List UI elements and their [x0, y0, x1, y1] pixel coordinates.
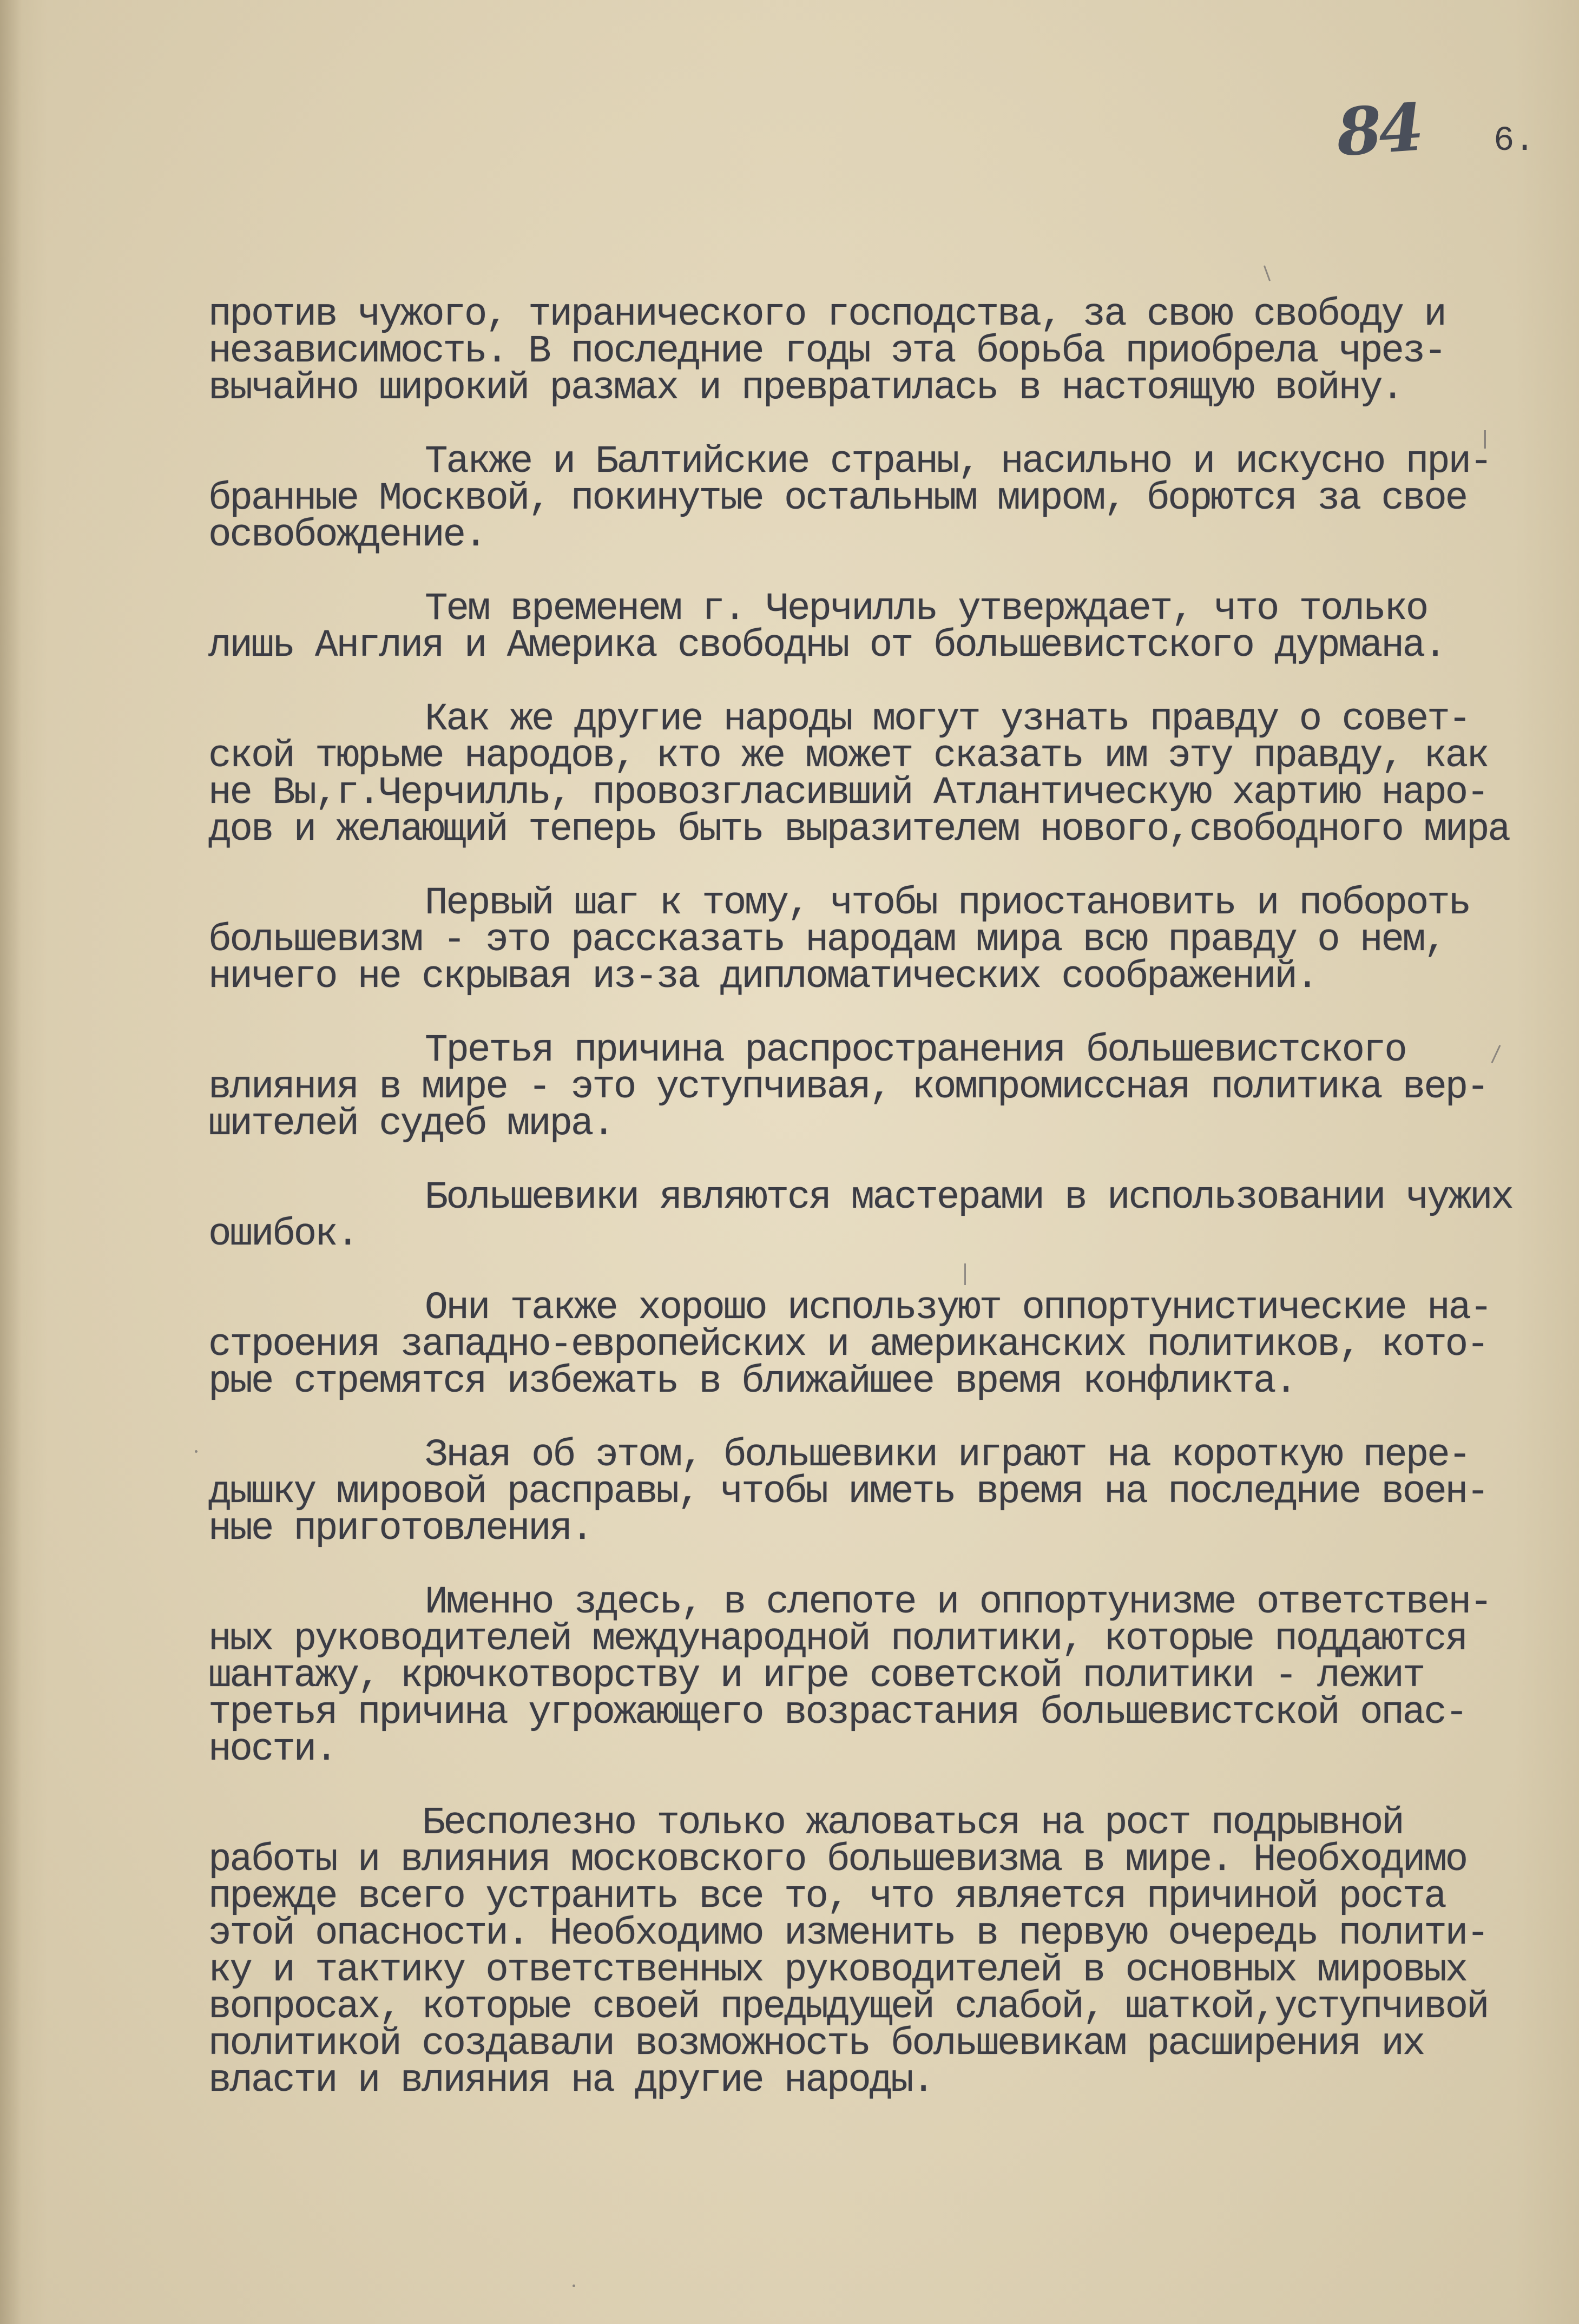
- text-line: Они также хорошо используют оппортунистические на-: [425, 1287, 1491, 1330]
- paragraph: [208, 1176, 1572, 1256]
- text-line: прежде всего устранить все то, что является причиной роста: [208, 1875, 1445, 1919]
- text-line: рые стремятся избежать в ближайшее время конфликта.: [208, 1360, 1296, 1404]
- text-line: работы и влияния московского большевизма в мире. Необходимо: [208, 1839, 1467, 1882]
- text-line: Как же другие народы могут узнать правду о совет-: [425, 698, 1470, 741]
- text-line: Бесполезно только жаловаться на рост подрывной: [422, 1802, 1403, 1845]
- paragraph: [208, 1581, 1572, 1772]
- text-line: шителей судеб мира.: [208, 1103, 614, 1146]
- text-line: лишь Англия и Америка свободны от большевистского дурмана.: [208, 624, 1445, 668]
- text-line: ку и тактику ответственных руководителей в основных мировых: [208, 1949, 1467, 1992]
- text-line: большевизм - это рассказать народам мира всю правду о нем,: [208, 919, 1445, 962]
- paragraph: [208, 1029, 1572, 1146]
- text-line: Именно здесь, в слепоте и оппортунизме ответствен-: [425, 1581, 1491, 1624]
- paragraph: [208, 440, 1572, 557]
- text-line: власти и влияния на другие народы.: [208, 2059, 933, 2103]
- text-line: ных руководителей международной политики, которые поддаются: [208, 1618, 1467, 1661]
- text-line: независимость. В последние годы эта борьба приобрела чрез-: [208, 330, 1445, 373]
- text-line: ности.: [208, 1728, 337, 1772]
- text-line: Большевики являются мастерами в использовании чужих: [425, 1176, 1512, 1220]
- paragraph: [208, 588, 1572, 668]
- text-line: Зная об этом, большевики играют на короткую пере-: [425, 1434, 1470, 1477]
- paragraph: [208, 882, 1572, 999]
- paragraph: [208, 293, 1572, 410]
- text-line: бранные Москвой, покинутые остальным миром, борются за свое: [208, 477, 1467, 521]
- text-line: вопросах, которые своей предыдущей слабой, шаткой,уступчивой: [208, 1986, 1488, 2029]
- text-line: ской тюрьме народов, кто же может сказать им эту правду, как: [208, 735, 1488, 778]
- text-line: политикой создавали возможность большевикам расширения их: [208, 2023, 1424, 2066]
- text-line: против чужого, тиранического господства, за свою свободу и: [208, 293, 1445, 337]
- text-line: ные приготовления.: [208, 1507, 593, 1551]
- text-line: не Вы,г.Черчилль, провозгласивший Атлантическую хартию наро-: [208, 772, 1488, 815]
- text-line: дов и желающий теперь быть выразителем нового,свободного мира: [208, 808, 1509, 852]
- typed-letter-body: [208, 293, 1572, 2103]
- paragraph: [208, 1802, 1572, 2103]
- text-line: дышку мировой расправы, чтобы иметь время на последние воен-: [208, 1471, 1488, 1514]
- handwritten-folio-number: 84: [1334, 89, 1423, 172]
- text-line: шантажу, крючкотворству и игре советской политики - лежит: [208, 1655, 1424, 1698]
- text-line: Первый шаг к тому, чтобы приостановить и побороть: [425, 882, 1470, 925]
- page-edge-shadow: [0, 0, 22, 2324]
- stray-ink-mark: [1264, 265, 1271, 281]
- text-line: вычайно широкий размах и превратилась в настоящую войну.: [208, 367, 1403, 410]
- text-line: освобождение.: [208, 514, 486, 557]
- text-line: Тем временем г. Черчилль утверждает, что только: [425, 588, 1427, 631]
- stray-ink-mark: [573, 2285, 575, 2287]
- text-line: Третья причина распространения большевистского: [425, 1029, 1406, 1072]
- paragraph: [208, 698, 1572, 852]
- stray-ink-mark: [195, 1450, 198, 1453]
- paragraph: [208, 1434, 1572, 1551]
- text-line: ошибок.: [208, 1213, 358, 1256]
- paragraph: [208, 1287, 1572, 1404]
- page-number: 6.: [1494, 122, 1535, 161]
- text-line: ничего не скрывая из-за дипломатических соображений.: [208, 956, 1318, 999]
- text-line: третья причина угрожающего возрастания большевистской опас-: [208, 1691, 1467, 1735]
- text-line: влияния в мире - это уступчивая, компромиссная политика вер-: [208, 1066, 1488, 1109]
- text-line: этой опасности. Необходимо изменить в первую очередь полити-: [208, 1912, 1488, 1956]
- text-line: строения западно-европейских и американских политиков, кото-: [208, 1324, 1488, 1367]
- text-line: Также и Балтийские страны, насильно и искусно при-: [425, 440, 1491, 484]
